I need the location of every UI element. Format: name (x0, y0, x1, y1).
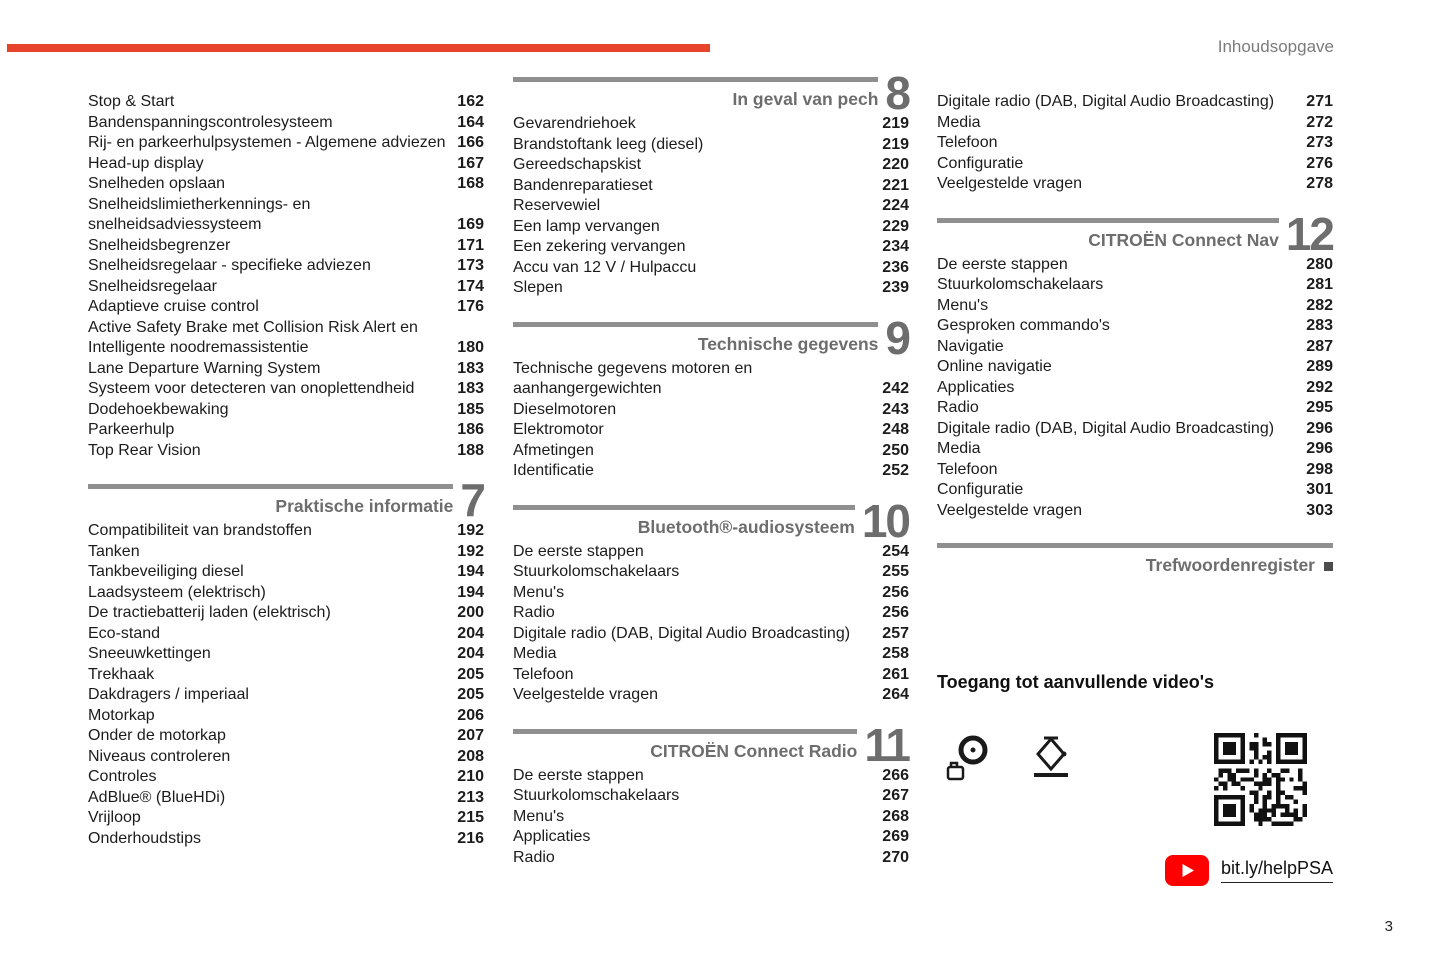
toc-entry[interactable] (937, 316, 1333, 337)
toc-entry[interactable] (88, 113, 484, 134)
section-header-left (88, 484, 453, 517)
toc-entry-label: Slepen (513, 279, 563, 296)
toc-entry[interactable] (88, 195, 484, 236)
toc-entry-label: Technische gegevens motoren en aanhangergewichten (513, 359, 753, 397)
toc-entry-label: Telefoon (937, 460, 998, 478)
toc-entry-label: Identificatie (513, 462, 594, 479)
toc-section-trefwoordenregister (937, 543, 1333, 576)
toc-entry-label: Snelheidslimietherkennings- en snelheidsadviessysteem (88, 195, 311, 233)
toc-entry-label: Media (937, 440, 981, 457)
toc-entry[interactable] (88, 318, 484, 359)
toc-entry-label: Active Safety Brake met Collision Risk Alert en Intelligente noodremassistentie (88, 318, 418, 356)
toc-entry-label: Digitale radio (DAB, Digital Audio Broadcasting) (937, 93, 1275, 110)
toc-entry-page: 266 (882, 766, 909, 784)
toc-entry-page: 256 (882, 583, 909, 601)
section-title: Praktische informatie (275, 496, 454, 516)
toc-continuation (88, 76, 484, 461)
toc-entry-label: Configuratie (937, 154, 1024, 172)
toc-entry[interactable] (88, 521, 484, 542)
toc-entry-label: Trekhaak (88, 665, 155, 683)
toc-entry-label: Applicaties (513, 828, 591, 845)
toc-entry-page: 258 (882, 645, 909, 662)
toc-column-1 (88, 76, 484, 849)
toc-entry-label: De tractiebatterij laden (elektrisch) (88, 604, 331, 621)
section-header (513, 718, 909, 771)
toc-entry-page: 219 (882, 115, 909, 132)
toc-entry-page: 208 (457, 747, 484, 765)
page-header-title: Inhoudsopgave (1217, 37, 1334, 56)
toc-entry-page: 206 (457, 706, 484, 724)
toc-entry[interactable] (937, 501, 1333, 522)
toc-entry-label: Snelheidsbegrenzer (88, 236, 231, 254)
youtube-icon[interactable] (1165, 855, 1209, 886)
toc-entry-page: 252 (882, 462, 909, 479)
toc-entry[interactable] (88, 829, 484, 850)
toc-entry-page: 281 (1306, 276, 1333, 293)
toc-entry-label: Menu's (513, 583, 565, 601)
toc-entry-page: 250 (882, 441, 909, 459)
toc-entry-page: 242 (882, 380, 909, 397)
toc-entry-page: 219 (882, 135, 909, 153)
section-divider-bar (937, 218, 1279, 223)
toc-entry-label: Snelheidsregelaar - specifieke adviezen (88, 257, 371, 274)
toc-entry-label: Digitale radio (DAB, Digital Audio Broadcasting) (937, 419, 1275, 437)
toc-entry[interactable] (937, 133, 1333, 154)
toc-entry-page: 243 (882, 400, 909, 418)
toc-entry-label: Bandenreparatieset (513, 176, 653, 194)
toc-entry[interactable] (513, 766, 909, 787)
toc-entry-label: AdBlue® (BlueHDi) (88, 788, 226, 806)
toc-entry[interactable] (88, 788, 484, 809)
toc-entry-label: Applicaties (937, 378, 1015, 396)
toc-entry-label: Reservewiel (513, 197, 601, 214)
toc-entry[interactable] (88, 297, 484, 318)
toc-entry-page: 194 (457, 563, 484, 580)
toc-entry-page: 183 (457, 359, 484, 377)
toc-entry-label: Snelheidsregelaar (88, 277, 217, 295)
toc-entry-page: 176 (457, 298, 484, 315)
toc-entry-page: 162 (457, 93, 484, 110)
toc-entry-page: 210 (457, 768, 484, 785)
section-title: Trefwoordenregister (937, 554, 1333, 576)
qr-code (1214, 733, 1307, 826)
toc-entry-page: 192 (457, 522, 484, 539)
video-link-row (937, 855, 1333, 886)
toc-entry[interactable] (513, 848, 909, 869)
toc-entry-page: 220 (882, 156, 909, 173)
toc-entry-page: 169 (457, 216, 484, 233)
toc-entry[interactable] (513, 135, 909, 156)
toc-entry[interactable] (513, 258, 909, 279)
toc-entry-page: 278 (1306, 175, 1333, 192)
toc-entry-label: Veelgestelde vragen (513, 686, 658, 703)
toc-entry[interactable] (513, 603, 909, 624)
toc-entry[interactable] (937, 113, 1333, 134)
toc-entry-page: 268 (882, 807, 909, 825)
toc-entry-page: 257 (882, 624, 909, 642)
toc-entry-page: 229 (882, 217, 909, 235)
toc-entry-label: De eerste stappen (937, 255, 1068, 273)
toc-entry[interactable] (88, 583, 484, 604)
toc-entry[interactable] (88, 747, 484, 768)
toc-entry-label: Een lamp vervangen (513, 217, 660, 235)
toc-entry[interactable] (513, 400, 909, 421)
section-header-left (513, 322, 878, 355)
toc-entry[interactable] (88, 624, 484, 645)
toc-entry[interactable] (513, 114, 909, 135)
section-title: Bluetooth®-audiosysteem (637, 516, 855, 537)
section-divider-bar (937, 543, 1333, 548)
toc-entry-label: Adaptieve cruise control (88, 298, 259, 315)
toc-entry[interactable] (513, 685, 909, 706)
section-title: CITROËN Connect Radio (650, 740, 858, 761)
toc-entry[interactable] (513, 786, 909, 807)
toc-section-in-geval-van-pech (513, 67, 909, 299)
videos-heading: Toegang tot aanvullende video's (937, 672, 1214, 692)
toc-section-bluetooth-audiosysteem (513, 494, 909, 706)
toc-entry-page: 239 (882, 279, 909, 296)
section-divider-bar (513, 322, 878, 327)
toc-entry-page: 213 (457, 788, 484, 806)
toc-entry[interactable] (88, 174, 484, 195)
section-divider-bar (88, 484, 453, 489)
toc-entry-page: 264 (882, 686, 909, 703)
toc-entry-page: 289 (1306, 358, 1333, 375)
chapter-number: 7 (460, 474, 484, 526)
toc-entry-page: 270 (882, 848, 909, 866)
page-number: 3 (1384, 918, 1393, 935)
toc-entry-page: 273 (1306, 134, 1333, 151)
toc-entry-label: Systeem voor detecteren van onoplettendheid (88, 380, 415, 397)
toc-entry-page: 200 (457, 604, 484, 621)
toc-entry[interactable] (513, 644, 909, 665)
toc-entry-page: 280 (1306, 255, 1333, 273)
toc-entry-page: 180 (457, 339, 484, 356)
toc-entry-label: Dieselmotoren (513, 400, 617, 418)
tire-repair-icon (945, 733, 991, 783)
toc-entry-page: 282 (1306, 296, 1333, 314)
section-header (513, 311, 909, 364)
toc-entry-label: Radio (937, 399, 979, 416)
toc-entry-label: Parkeerhulp (88, 421, 175, 438)
toc-entry-label: Stuurkolomschakelaars (937, 276, 1104, 293)
toc-entry-page: 167 (457, 154, 484, 172)
toc-entry[interactable] (937, 154, 1333, 175)
toc-entry-label: Online navigatie (937, 358, 1052, 375)
toc-entry-label: Niveaus controleren (88, 747, 231, 765)
toc-entry[interactable] (937, 439, 1333, 460)
toc-entry[interactable] (937, 398, 1333, 419)
chapter-number: 9 (885, 311, 909, 364)
toc-section-technische-gegevens (513, 311, 909, 482)
toc-entry[interactable] (88, 706, 484, 727)
toc-entry-label: Dodehoekbewaking (88, 400, 229, 418)
toc-entry[interactable] (937, 337, 1333, 358)
toc-entry-page: 269 (882, 828, 909, 845)
section-header (937, 543, 1333, 576)
toc-entry-page: 287 (1306, 337, 1333, 355)
toc-entry[interactable] (937, 419, 1333, 440)
toc-entry-page: 205 (457, 686, 484, 703)
toc-entry-page: 173 (457, 257, 484, 274)
toc-entry[interactable] (513, 217, 909, 238)
toc-entry-page: 186 (457, 421, 484, 438)
toc-entry[interactable] (88, 644, 484, 665)
toc-entry-label: Veelgestelde vragen (937, 501, 1082, 519)
toc-entry-page: 267 (882, 787, 909, 804)
section-divider-bar (513, 505, 855, 510)
toc-entry[interactable] (88, 685, 484, 706)
toc-entry-page: 296 (1306, 440, 1333, 457)
section-title: In geval van pech (732, 89, 879, 109)
toc-entry-label: De eerste stappen (513, 766, 644, 784)
toc-entry-page: 298 (1306, 460, 1333, 478)
toc-entry-label: Radio (513, 848, 555, 866)
section-header-left (937, 218, 1279, 251)
toc-entry-label: Radio (513, 604, 555, 621)
toc-entry-label: Brandstoftank leeg (diesel) (513, 135, 704, 153)
toc-entry-page: 164 (457, 113, 484, 131)
toc-entry-label: Bandenspanningscontrolesysteem (88, 113, 333, 131)
toc-entry-label: Laadsysteem (elektrisch) (88, 583, 266, 601)
toc-entry[interactable] (937, 92, 1333, 113)
toc-entry[interactable] (513, 807, 909, 828)
toc-section-citro-n-connect-radio (513, 718, 909, 869)
toc-entry-page: 248 (882, 421, 909, 438)
toc-entry[interactable] (513, 196, 909, 217)
toc-entry-label: Controles (88, 768, 157, 785)
toc-entry[interactable] (937, 357, 1333, 378)
toc-entry[interactable] (513, 420, 909, 441)
toc-entry-label: Motorkap (88, 706, 155, 724)
toc-entry-page: 255 (882, 563, 909, 580)
toc-entry-label: Stop & Start (88, 93, 175, 110)
toc-entry[interactable] (88, 665, 484, 686)
toc-entry-label: Rij- en parkeerhulpsystemen - Algemene adviezen (88, 134, 446, 151)
jack-icon (1029, 733, 1073, 781)
toc-entry-label: Afmetingen (513, 441, 594, 459)
toc-entry[interactable] (88, 154, 484, 175)
toc-entry-page: 256 (882, 604, 909, 621)
toc-entry-label: Gereedschapskist (513, 156, 642, 173)
videos-icons-row (937, 733, 1333, 831)
toc-entry-label: De eerste stappen (513, 542, 644, 560)
section-header-left (513, 77, 878, 110)
section-header (937, 207, 1333, 260)
toc-section-praktische-informatie (88, 474, 484, 849)
toc-entry-label: Snelheden opslaan (88, 175, 226, 192)
toc-entry-label: Compatibiliteit van brandstoffen (88, 522, 312, 539)
toc-entry-page: 205 (457, 665, 484, 683)
toc-entry-page: 236 (882, 258, 909, 276)
toc-entry-label: Onder de motorkap (88, 727, 226, 744)
toc-entry-page: 216 (457, 829, 484, 847)
toc-entry[interactable] (937, 255, 1333, 276)
toc-entry-page: 188 (457, 441, 484, 459)
toc-entry-page: 171 (457, 236, 484, 254)
toc-entry-label: Onderhoudstips (88, 829, 201, 847)
toc-entry[interactable] (513, 461, 909, 482)
section-divider-bar (513, 77, 878, 82)
toc-entry-page: 207 (457, 727, 484, 744)
toc-entry-label: Accu van 12 V / Hulpaccu (513, 258, 697, 276)
toc-entry-label: Telefoon (513, 665, 574, 683)
toc-entry[interactable] (88, 379, 484, 400)
toc-entry-label: Dakdragers / imperiaal (88, 686, 249, 703)
toc-entry-label: Digitale radio (DAB, Digital Audio Broadcasting) (513, 624, 851, 642)
toc-entry[interactable] (88, 256, 484, 277)
toc-entry[interactable] (88, 603, 484, 624)
toc-entry[interactable] (937, 174, 1333, 195)
toc-entry-label: Menu's (513, 807, 565, 825)
section-header-left (513, 729, 857, 762)
toc-entry[interactable] (513, 827, 909, 848)
toc-entry-page: 204 (457, 624, 484, 642)
toc-entry[interactable] (88, 726, 484, 747)
toc-entry[interactable] (88, 441, 484, 462)
toc-entry-label: Gevarendriehoek (513, 115, 636, 132)
help-link[interactable]: bit.ly/helpPSA (1221, 858, 1333, 883)
toc-section-citro-n-connect-nav (937, 207, 1333, 522)
toc-entry-page: 192 (457, 542, 484, 560)
toc-entry-label: Tankbeveiliging diesel (88, 563, 244, 580)
toc-entry-label: Een zekering vervangen (513, 238, 686, 255)
toc-entry[interactable] (937, 480, 1333, 501)
toc-entry-page: 283 (1306, 317, 1333, 334)
toc-entry-label: Configuratie (937, 481, 1024, 498)
toc-entry-page: 254 (882, 542, 909, 560)
toc-entry-page: 292 (1306, 378, 1333, 396)
videos-section (937, 672, 1333, 886)
toc-entry-page: 276 (1306, 154, 1333, 172)
section-header (513, 494, 909, 547)
toc-entry-page: 296 (1306, 419, 1333, 437)
toc-entry-label: Eco-stand (88, 624, 161, 642)
section-divider-bar (513, 729, 857, 734)
toc-entry-page: 224 (882, 197, 909, 214)
toc-entry[interactable] (88, 359, 484, 380)
chapter-number: 12 (1285, 207, 1333, 260)
toc-entry[interactable] (513, 665, 909, 686)
toc-entry[interactable] (513, 278, 909, 299)
toc-entry[interactable] (513, 583, 909, 604)
toc-entry-label: Stuurkolomschakelaars (513, 787, 680, 804)
toc-entry-page: 185 (457, 400, 484, 418)
toc-entry[interactable] (88, 277, 484, 298)
toc-continuation (937, 76, 1333, 195)
toc-entry-page: 221 (882, 176, 909, 194)
toc-entry[interactable] (937, 296, 1333, 317)
toc-entry[interactable] (513, 155, 909, 176)
toc-entry[interactable] (513, 624, 909, 645)
toc-entry-label: Lane Departure Warning System (88, 359, 321, 377)
toc-entry[interactable] (88, 236, 484, 257)
section-title: Technische gegevens (697, 333, 879, 354)
toc-entry[interactable] (88, 400, 484, 421)
toc-entry[interactable] (88, 542, 484, 563)
toc-entry-label: Gesproken commando's (937, 317, 1110, 334)
toc-entry-page: 215 (457, 809, 484, 826)
toc-entry[interactable] (937, 378, 1333, 399)
toc-entry[interactable] (88, 767, 484, 788)
toc-entry[interactable] (513, 176, 909, 197)
toc-entry-label: Veelgestelde vragen (937, 175, 1082, 192)
chapter-number: 8 (885, 67, 909, 119)
toc-entry-page: 204 (457, 645, 484, 662)
toc-entry-label: Menu's (937, 296, 989, 314)
toc-entry-label: Sneeuwkettingen (88, 645, 211, 662)
accent-bar (7, 44, 710, 52)
section-header-left (513, 505, 855, 538)
toc-entry[interactable] (513, 542, 909, 563)
toc-entry-page: 183 (457, 380, 484, 397)
toc-entry[interactable] (88, 420, 484, 441)
toc-entry[interactable] (937, 460, 1333, 481)
toc-entry-label: Stuurkolomschakelaars (513, 563, 680, 580)
toc-entry[interactable] (513, 359, 909, 400)
toc-entry[interactable] (513, 237, 909, 258)
toc-entry-page: 295 (1306, 399, 1333, 416)
toc-entry-label: Tanken (88, 542, 140, 560)
toc-entry-label: Elektromotor (513, 421, 604, 438)
toc-entry-page: 174 (457, 277, 484, 295)
toc-entry-label: Navigatie (937, 337, 1004, 355)
chapter-number: 11 (864, 718, 909, 771)
toc-column-3 (937, 76, 1333, 580)
section-header (513, 67, 909, 119)
toc-entry-label: Media (937, 113, 981, 131)
toc-entry-label: Top Rear Vision (88, 441, 201, 459)
toc-entry-page: 261 (882, 665, 909, 683)
section-header-left (937, 543, 1333, 576)
toc-entry-label: Telefoon (937, 134, 998, 151)
toc-entry-page: 166 (457, 134, 484, 151)
toc-entry[interactable] (513, 562, 909, 583)
toc-entry-page: 168 (457, 175, 484, 192)
qr-code-wrap (1214, 733, 1307, 831)
toc-entry[interactable] (937, 275, 1333, 296)
toc-entry-page: 301 (1306, 481, 1333, 498)
toc-entry[interactable] (513, 441, 909, 462)
toc-entry-label: Vrijloop (88, 809, 141, 826)
toc-entry-page: 271 (1306, 93, 1333, 110)
toc-entry[interactable] (88, 562, 484, 583)
toc-column-2 (513, 67, 909, 868)
chapter-number: 10 (861, 494, 909, 547)
section-header (88, 474, 484, 526)
toc-entry-label: Head-up display (88, 154, 204, 172)
toc-entry-page: 234 (882, 238, 909, 255)
section-title: CITROËN Connect Nav (1088, 229, 1279, 250)
toc-entry[interactable] (88, 92, 484, 113)
square-marker (1324, 562, 1333, 571)
toc-entry-page: 272 (1306, 113, 1333, 131)
toc-entry[interactable] (88, 133, 484, 154)
toc-entry-label: Media (513, 645, 557, 662)
toc-entry[interactable] (88, 808, 484, 829)
toc-entry-page: 303 (1306, 501, 1333, 519)
toc-entry-page: 194 (457, 583, 484, 601)
